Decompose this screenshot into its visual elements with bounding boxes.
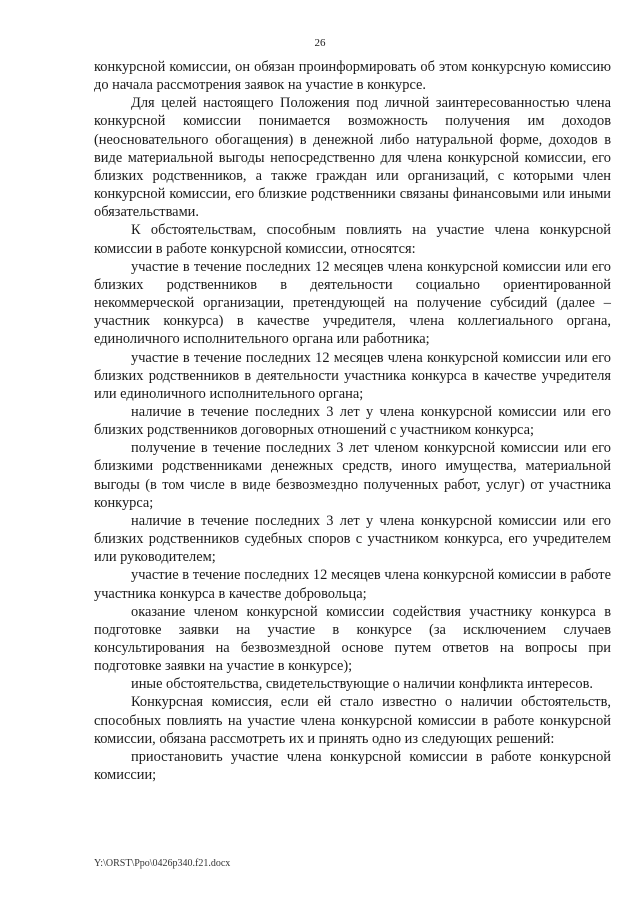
paragraph: участие в течение последних 12 месяцев члена конкурсной комиссии или его близких родственников в деятельности участника конкурса в качестве учредителя или единоличного исполнительного органа; [94, 349, 611, 402]
body-text [94, 58, 611, 784]
file-path-footer: Y:\ORST\Ppo\0426p340.f21.docx [94, 858, 231, 869]
paragraph: наличие в течение последних 3 лет у члена конкурсной комиссии или его близких родственников судебных споров с участником конкурса, его учредителем или руководителем; [94, 512, 611, 566]
paragraph: оказание членом конкурсной комиссии содействия участнику конкурса в подготовке заявки на участие в конкурсе (за исключением случаев консультирования на безвозмездной основе путем ответов на вопросы при подготовке заявки на участие в конкурсе); [94, 603, 611, 675]
paragraph: наличие в течение последних 3 лет у члена конкурсной комиссии или его близких родственников договорных отношений с участником конкурса; [94, 403, 611, 439]
paragraph: Конкурсная комиссия, если ей стало известно о наличии обстоятельств, способных повлиять на участие члена конкурсной комиссии в работе конкурсной комиссии, обязана рассмотреть их и принять одно из следующих решений: [94, 694, 611, 747]
paragraph: участие в течение последних 12 месяцев члена конкурсной комиссии в работе участника конкурса в качестве добровольца; [94, 567, 611, 602]
page-number: 26 [314, 37, 326, 49]
paragraph: приостановить участие члена конкурсной комиссии в работе конкурсной комиссии; [94, 748, 611, 784]
paragraph: получение в течение последних 3 лет членом конкурсной комиссии или его близкими родственниками денежных средств, иного имущества, материальной выгоды (в том числе в виде безвозмездно полученных работ, услуг) от участника конкурса; [94, 440, 611, 511]
paragraph: иные обстоятельства, свидетельствующие о наличии конфликта интересов. [131, 676, 593, 693]
paragraph: Для целей настоящего Положения под личной заинтересованностью члена конкурсной комиссии понимается возможность получения им доходов (неосновательного обогащения) в денежной либо натуральной форме, доходов в виде материальной выгоды непосредственно для члена конкурсной комиссии, его близких родственников, а также граждан или организаций, с которыми член конкурсной комиссии, его близкие родственники связаны финансовыми или иными обязательствами. [94, 95, 611, 221]
paragraph: К обстоятельствам, способным повлиять на участие члена конкурсной комиссии в работе конкурсной комиссии, относятся: [94, 222, 611, 257]
paragraph: участие в течение последних 12 месяцев члена конкурсной комиссии или его близких родственников в деятельности социально ориентированной некоммерческой организации, претендующей на получение субсидий (далее – участник конкурса) в качестве учредителя, члена коллегиального органа, единоличного исполнительного органа или работника; [94, 258, 611, 348]
paragraph: конкурсной комиссии, он обязан проинформировать об этом конкурсную комиссию до начала рассмотрения заявок на участие в конкурсе. [94, 59, 611, 94]
